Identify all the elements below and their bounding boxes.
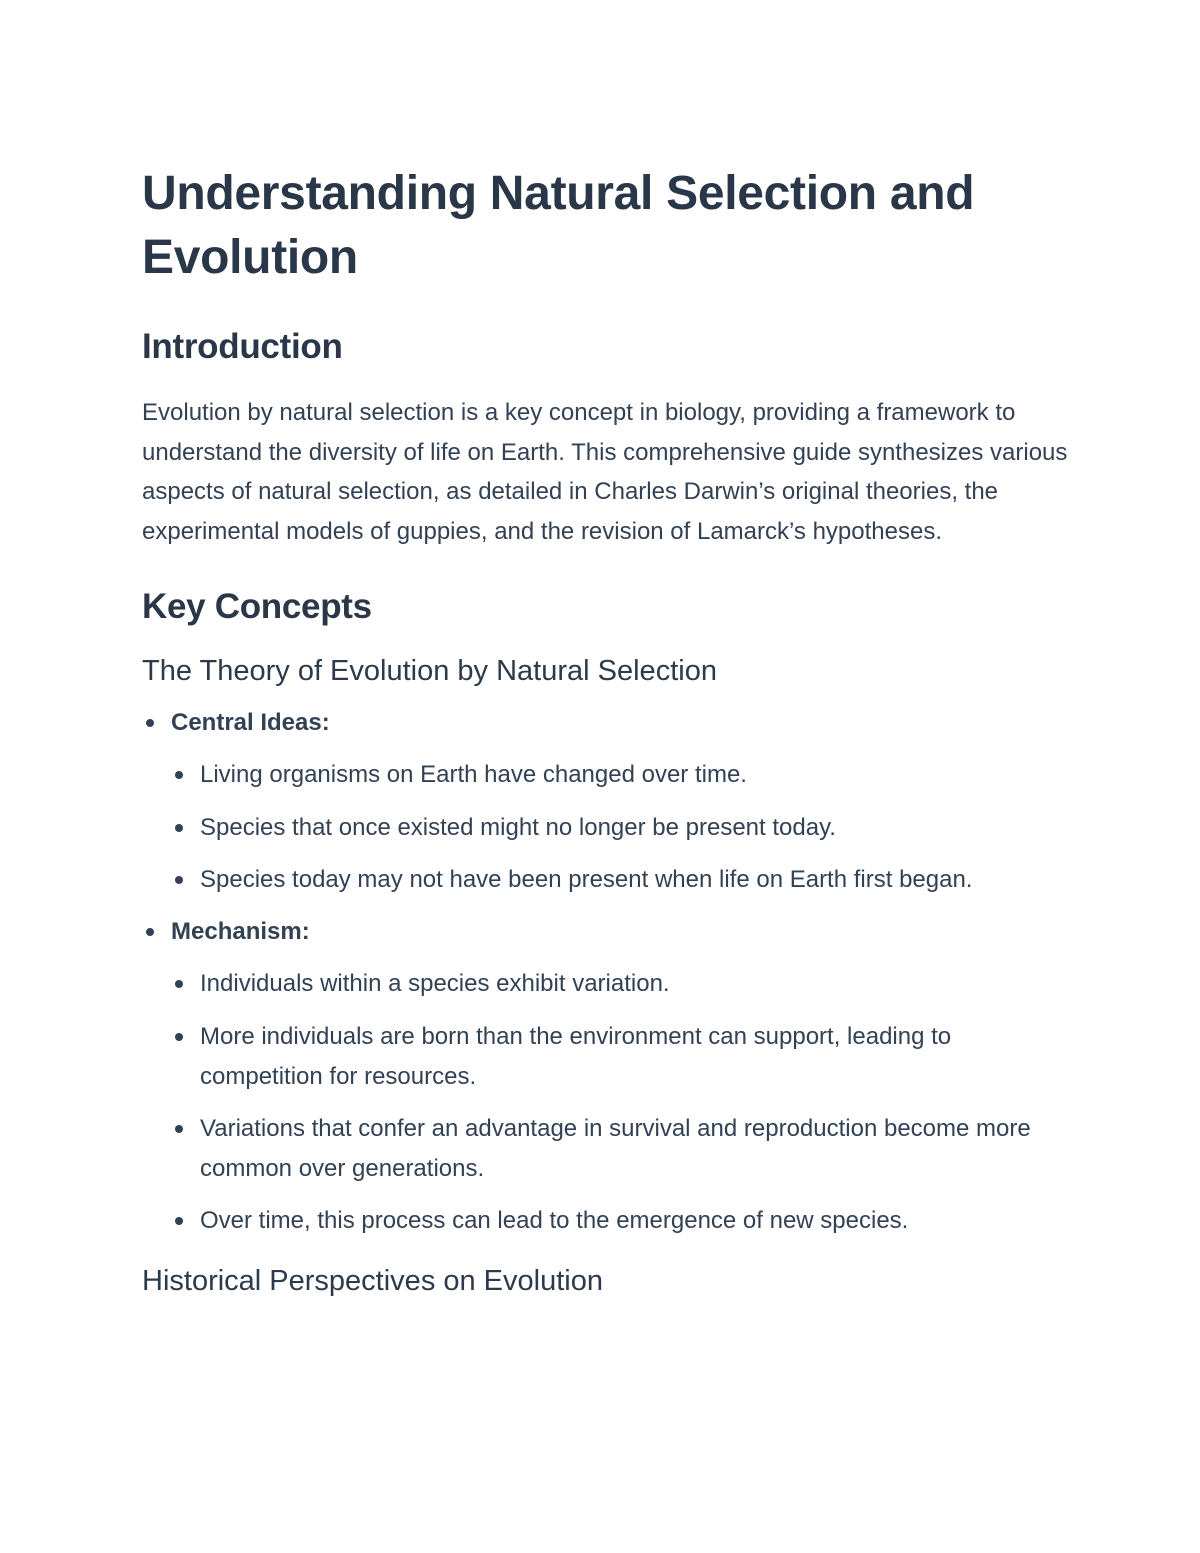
bullet-icon	[146, 719, 154, 727]
list-item	[171, 1201, 1072, 1241]
document-title: Understanding Natural Selection and Evolution	[142, 167, 975, 284]
bullet-icon	[175, 1217, 183, 1225]
list-item	[171, 755, 1072, 795]
bullet-icon	[146, 928, 154, 936]
list-item	[171, 1109, 1072, 1188]
label-colon: :	[321, 709, 330, 737]
document-page	[142, 162, 1072, 1301]
key-concepts-heading: Key Concepts	[142, 587, 372, 627]
bullet-icon	[175, 980, 183, 988]
bullet-icon	[175, 876, 183, 884]
introduction-heading: Introduction	[142, 327, 343, 366]
central-ideas-sublist	[171, 755, 1072, 900]
label-colon: :	[301, 917, 310, 945]
bullet-icon	[175, 771, 183, 779]
list-item-central-ideas	[142, 703, 1072, 899]
theory-bullet-list	[142, 703, 1072, 1241]
list-item-text: Species today may not have been present when life on Earth first began.	[200, 866, 973, 894]
group-label: Central Ideas	[171, 709, 322, 737]
theory-heading: The Theory of Evolution by Natural Selection	[142, 655, 717, 688]
list-item-text: Species that once existed might no longer be present today.	[200, 813, 836, 841]
bullet-icon	[175, 824, 183, 832]
list-item	[171, 808, 1072, 848]
bullet-icon	[175, 1033, 183, 1041]
introduction-paragraph: Evolution by natural selection is a key concept in biology, providing a framework to understand the diversity of life on Earth. This comprehensive guide synthesizes various aspects of natural selection, as detailed in Charles Darwin’s original theories, the experimental models of guppies, and the revision of Lamarck’s hypotheses.	[142, 399, 1068, 545]
list-item-text: Over time, this process can lead to the emergence of new species.	[200, 1207, 909, 1235]
list-item-text: Variations that confer an advantage in survival and reproduction become more common over generations.	[200, 1115, 1031, 1182]
list-item-text: Living organisms on Earth have changed over time.	[200, 760, 747, 788]
bullet-icon	[175, 1125, 183, 1133]
list-item-mechanism	[142, 912, 1072, 1241]
list-item-text: Individuals within a species exhibit variation.	[200, 970, 670, 998]
list-item-text: More individuals are born than the environment can support, leading to competition for resources.	[200, 1022, 952, 1090]
historical-perspectives-heading: Historical Perspectives on Evolution	[142, 1264, 603, 1297]
list-item	[171, 964, 1072, 1004]
list-item	[171, 1017, 1072, 1096]
mechanism-sublist	[171, 964, 1072, 1241]
list-item	[171, 860, 1072, 900]
group-label: Mechanism	[171, 917, 302, 945]
